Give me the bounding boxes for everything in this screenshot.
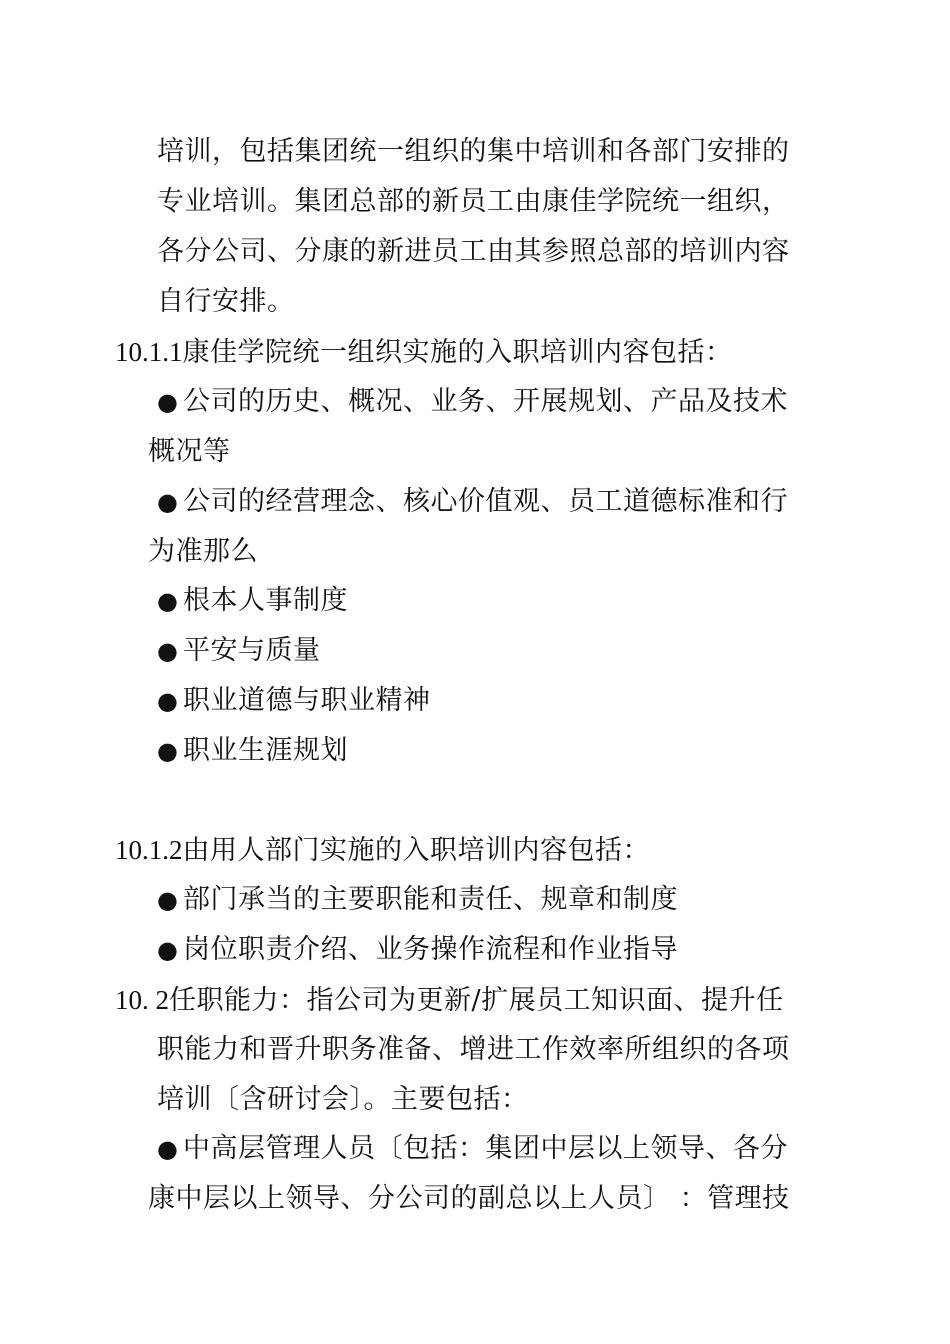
section-number: 10. 2 (115, 985, 169, 1015)
bullet-icon: ● (157, 388, 179, 416)
list-item (157, 583, 348, 619)
section-number: 10.1.1 (115, 337, 183, 367)
list-item-text: 中高层管理人员〔包括：集团中层以上领导、各分 (183, 1133, 788, 1164)
section-title: 康佳学院统一组织实施的入职培训内容包括： (182, 337, 733, 368)
bullet-icon: ● (157, 687, 179, 715)
intro-line-4: 自行安排。 (157, 286, 295, 317)
section-title: 由用人部门实施的入职培训内容包括： (182, 835, 650, 866)
bullet-icon: ● (157, 637, 179, 665)
bullet-icon: ● (157, 587, 179, 615)
list-item-text: 根本人事制度 (183, 585, 348, 616)
list-item-text: 公司的历史、概况、业务、开展规划、产品及技术 (183, 386, 788, 417)
list-item (157, 683, 431, 719)
section-10-2-heading (115, 982, 784, 1019)
list-item-continuation: 康中层以上领导、分公司的副总以上人员〕 ：管理技 (148, 1183, 790, 1214)
list-item (157, 484, 788, 520)
list-item (157, 932, 678, 968)
list-item-text: 职业道德与职业精神 (183, 685, 431, 716)
intro-line-2: 专业培训。集团总部的新员工由康佳学院统一组织， (157, 186, 790, 217)
list-item (157, 733, 348, 769)
bullet-icon: ● (157, 886, 179, 914)
list-item-text: 岗位职责介绍、业务操作流程和作业指导 (183, 934, 678, 965)
bullet-icon: ● (157, 488, 179, 516)
intro-line-3: 各分公司、分康的新进员工由其参照总部的培训内容 (157, 236, 790, 267)
list-item-continuation: 概况等 (148, 436, 231, 467)
list-item-text: 公司的经营理念、核心价值观、员工道德标准和行 (183, 486, 788, 517)
list-item-continuation: 为准那么 (148, 536, 258, 567)
section-10-2-line-2: 职能力和晋升职务准备、增进工作效率所组织的各项 (157, 1034, 790, 1065)
list-item (157, 633, 321, 669)
list-item (157, 384, 788, 420)
list-item (157, 1131, 788, 1167)
section-10-2-line-3: 培训〔含研讨会〕。主要包括： (157, 1084, 529, 1115)
section-number: 10.1.2 (115, 835, 183, 865)
list-item-text: 职业生涯规划 (183, 735, 348, 766)
section-10-1-1-heading (115, 334, 733, 371)
list-item-text: 平安与质量 (183, 635, 321, 666)
section-10-1-2-heading (115, 832, 650, 869)
intro-line-1: 培训，包括集团统一组织的集中培训和各部门安排的 (157, 136, 790, 167)
list-item-text: 部门承当的主要职能和责任、规章和制度 (183, 884, 678, 915)
bullet-icon: ● (157, 1135, 179, 1163)
section-text: 任职能力：指公司为更新/扩展员工知识面、提升任 (169, 985, 784, 1016)
bullet-icon: ● (157, 936, 179, 964)
list-item (157, 882, 678, 918)
bullet-icon: ● (157, 737, 179, 765)
